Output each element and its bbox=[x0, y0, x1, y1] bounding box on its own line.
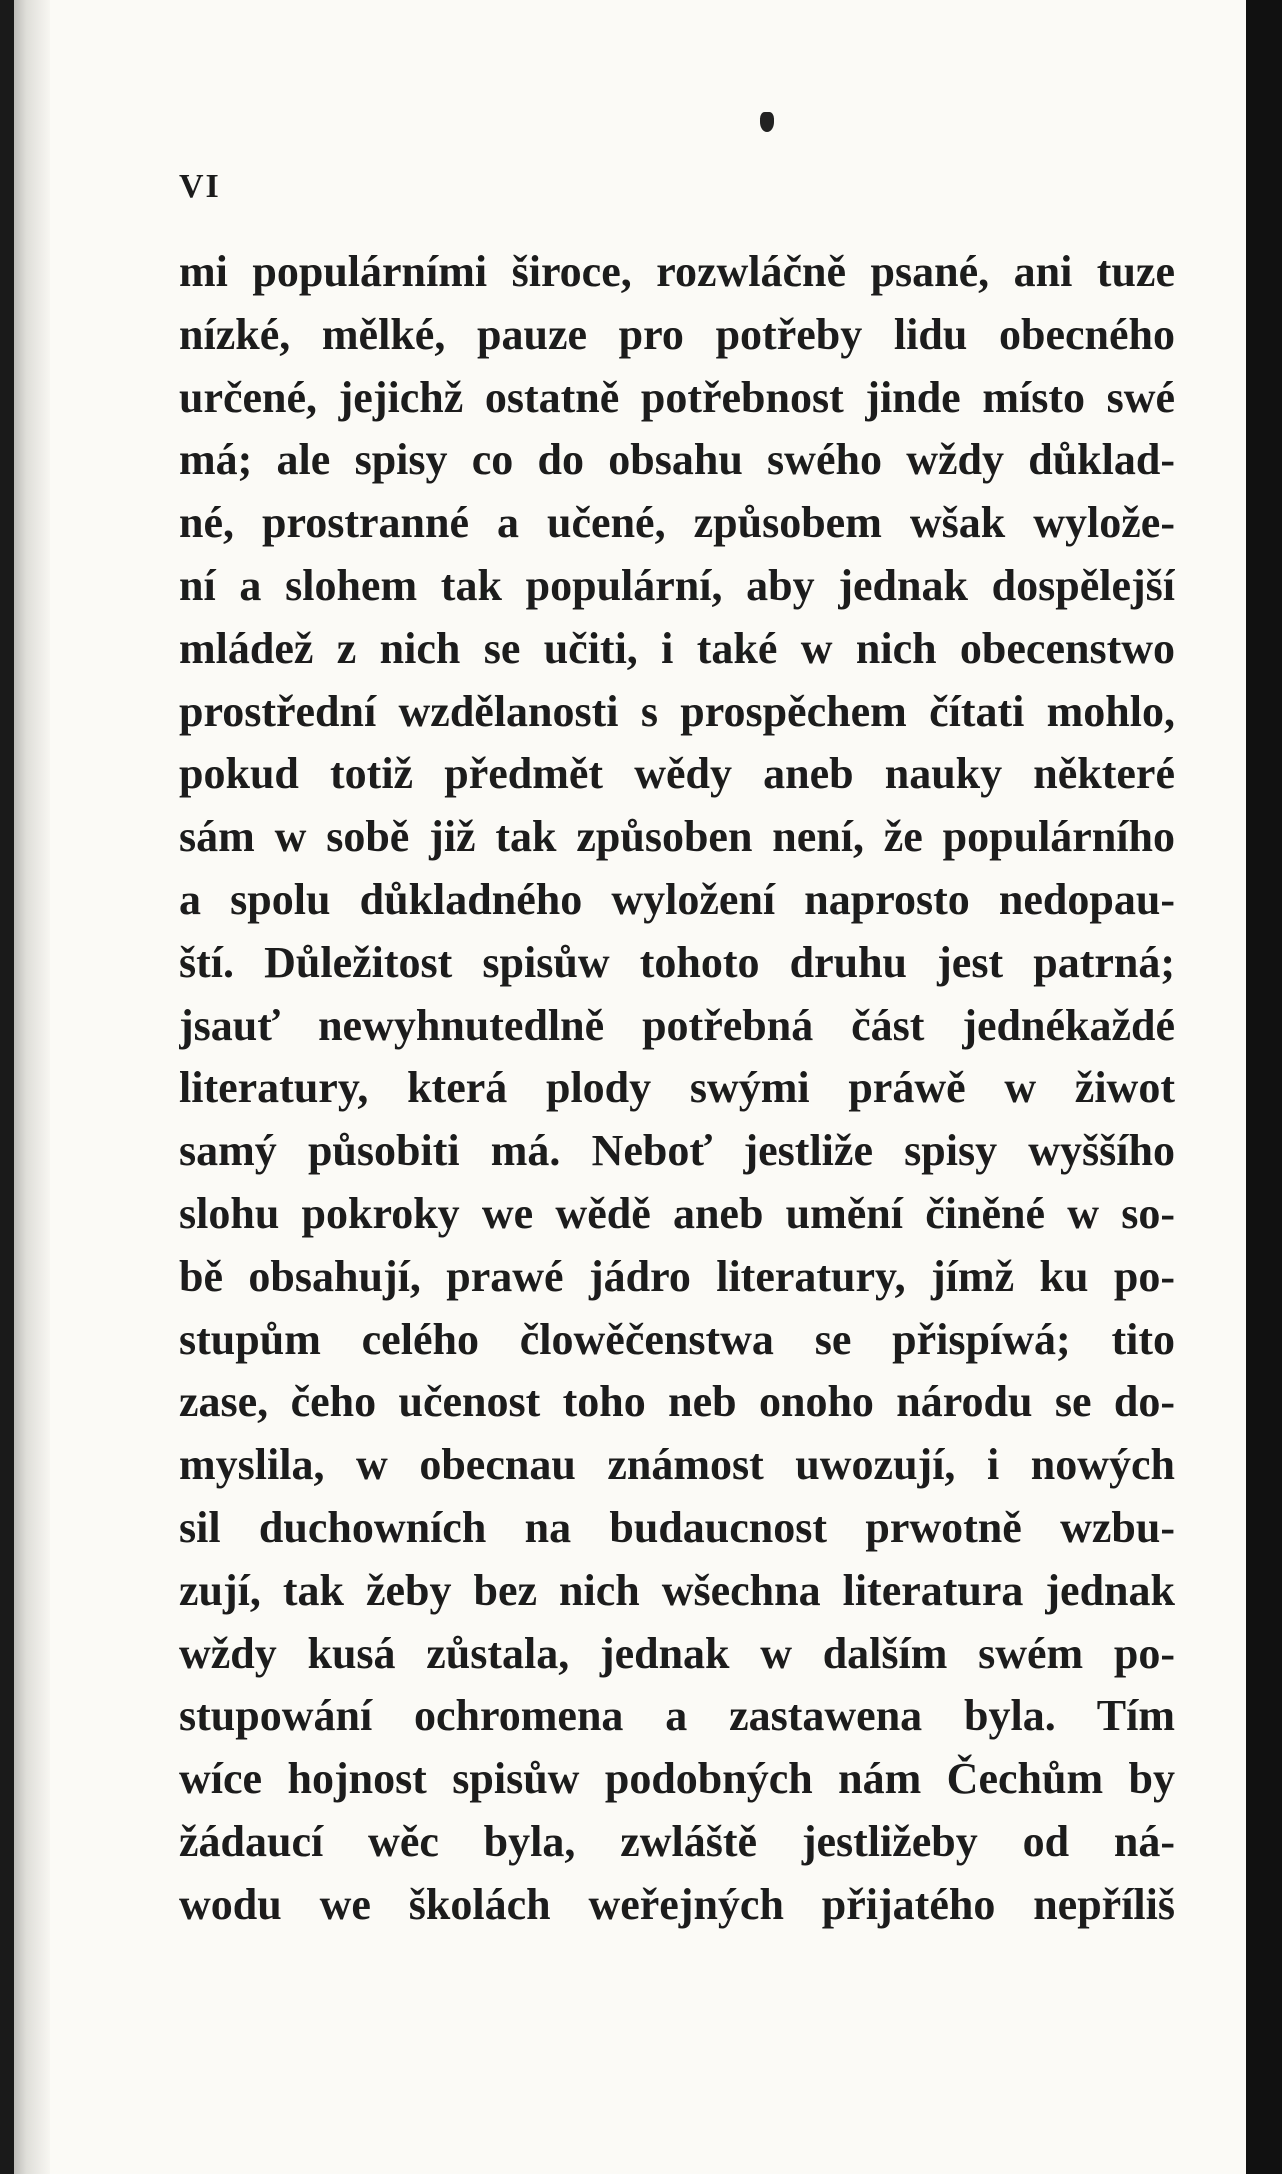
text-line: mi populárními široce, rozwláčně psané, ani tuze bbox=[179, 247, 1175, 296]
text-line: má; ale spisy co do obsahu swého wždy důklad- bbox=[179, 435, 1175, 485]
text-line: nízké, mělké, pauze pro potřeby lidu obecného bbox=[179, 309, 1175, 359]
text-line: sil duchowních na budaucnost prwotně wzbu- bbox=[179, 1502, 1175, 1552]
binding-shadow bbox=[14, 0, 50, 2174]
page-sheet bbox=[14, 0, 1246, 2174]
text-line: stupowání ochromena a zastawena byla. Tím bbox=[179, 1691, 1175, 1741]
text-line: wodu we školách weřejných přijatého nepříliš bbox=[179, 1879, 1175, 1929]
text-line: jsauť newyhnutedlně potřebná část jednékaždé bbox=[179, 1000, 1175, 1050]
text-line: zase, čeho učenost toho neb onoho národu se do- bbox=[179, 1377, 1175, 1427]
text-line: mládež z nich se učiti, i také w nich obecenstwo bbox=[179, 623, 1175, 673]
text-line: literatury, která plody swými práwě w žiwot bbox=[179, 1063, 1175, 1113]
text-line: myslila, w obecnau známost uwozují, i nowých bbox=[179, 1440, 1175, 1490]
text-line: wždy kusá zůstala, jednak w dalším swém po- bbox=[179, 1628, 1175, 1678]
page-number: VI bbox=[179, 168, 221, 205]
text-line: prostřední wzdělanosti s prospěchem čítati mohlo, bbox=[179, 686, 1175, 736]
text-line: bě obsahují, prawé jádro literatury, jímž ku po- bbox=[179, 1251, 1175, 1301]
text-line: ští. Důležitost spisůw tohoto druhu jest patrná; bbox=[179, 937, 1175, 987]
text-line: určené, jejichž ostatně potřebnost jinde místo swé bbox=[179, 372, 1175, 422]
text-line: a spolu důkladného wyložení naprosto nedopau- bbox=[179, 874, 1175, 924]
text-line: slohu pokroky we wědě aneb umění činěné w so- bbox=[179, 1188, 1175, 1238]
text-line: stupům celého člowěčenstwa se přispíwá; tito bbox=[179, 1314, 1175, 1364]
text-line: pokud totiž předmět wědy aneb nauky některé bbox=[179, 749, 1175, 799]
text-line: samý působiti má. Neboť jestliže spisy wyššího bbox=[179, 1126, 1175, 1176]
ink-blot bbox=[760, 112, 774, 132]
text-line: né, prostranné a učené, způsobem wšak wylože- bbox=[179, 498, 1175, 548]
text-line: ní a slohem tak populární, aby jednak dospělejší bbox=[179, 560, 1175, 610]
body-text bbox=[179, 241, 1175, 1937]
scan-border bbox=[1246, 0, 1282, 2174]
text-line: zují, tak žeby bez nich wšechna literatura jednak bbox=[179, 1565, 1175, 1615]
text-line: wíce hojnost spisůw podobných nám Čechům by bbox=[179, 1754, 1175, 1804]
text-line: žádaucí wěc byla, zwláště jestližeby od ná- bbox=[179, 1816, 1175, 1866]
text-line: sám w sobě již tak způsoben není, že populárního bbox=[179, 812, 1175, 862]
